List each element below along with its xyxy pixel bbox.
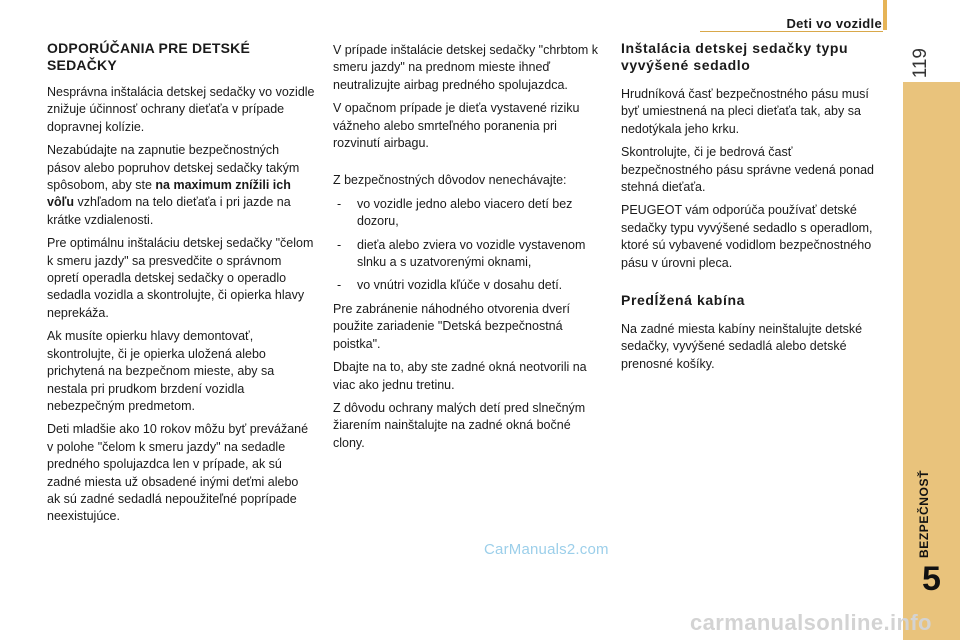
paragraph-seatbelt — [47, 142, 315, 229]
column-left — [47, 40, 315, 532]
warning-list — [333, 196, 603, 295]
list-item: - dieťa alebo zviera vo vozidle vystavenom slnku a s uzatvorenými oknami, — [333, 237, 603, 272]
header-accent-tick — [883, 0, 887, 30]
paragraph: Dbajte na to, aby ste zadné okná neotvorili na viac ako jednu tretinu. — [333, 360, 587, 392]
spacer — [333, 158, 603, 172]
list-item: - vo vozidle jedno alebo viacero detí bez dozoru, — [333, 196, 603, 231]
page-header-title: Deti vo vozidle — [786, 16, 882, 31]
paragraph: Z dôvodu ochrany malých detí pred slnečným žiarením nainštalujte na zadné okná bočné clony. — [333, 400, 586, 450]
column-right — [621, 40, 883, 379]
paragraph: Skontrolujte, či je bedrová časť bezpečnostného pásu správne vedená ponad stehná dieťaťa. — [621, 145, 874, 195]
list-item: - vo vnútri vozidla kľúče v dosahu detí. — [333, 277, 603, 294]
emphasis-text: na maximum znížili ich vôľu — [47, 178, 291, 210]
paragraph: Hrudníková časť bezpečnostného pásu musí byť umiestnená na pleci dieťaťa tak, aby sa nedotýkala jeho krku. — [621, 87, 869, 136]
paragraph: V prípade inštalácie detskej sedačky "chrbtom k smeru jazdy" na prednom mieste ihneď neutralizujte airbag predného spolujazdca. — [333, 43, 598, 92]
watermark-carmanuals2: CarManuals2.com — [484, 541, 609, 558]
paragraph: Deti mladšie ako 10 rokov môžu byť prevážané v polohe "čelom k smeru jazdy" na sedadle predného spolujazdca len v prípade, ak sú zadné miesta už obsadené inými deťmi alebo ak sú zadné sedadlá nepoužiteľné poprípade neexistujúce. — [47, 422, 309, 524]
paragraph-text: vzhľadom na telo dieťaťa i pri jazde na krátke vzdialenosti. — [47, 195, 291, 227]
section-heading-extended-cab: Predĺžená kabína — [621, 292, 745, 309]
paragraph: Pre optimálnu inštaláciu detskej sedačky "čelom k smeru jazdy" sa presvedčite o správnom opretí operadla detskej sedačky o operadlo sedadla vozidla a skontrolujte, či opierka hlavy neprekáža. — [47, 236, 314, 320]
watermark-carmanualsonline: carmanualsonline.info — [690, 610, 932, 635]
paragraph: Ak musíte opierku hlavy demontovať, skontrolujte, či je opierka uložená alebo prichytená na bezpečnom mieste, aby sa nestala pri prudkom brzdení vozidla nebezpečným predmetom. — [47, 329, 275, 413]
paragraph: Pre zabránenie náhodného otvorenia dverí použite zariadenie "Detská bezpečnostná poistka". — [333, 301, 570, 351]
paragraph: Nesprávna inštalácia detskej sedačky vo vozidle znižuje účinnosť ochrany dieťaťa v prípade dopravnej kolízie. — [47, 85, 315, 134]
chapter-label: BEZPEČNOSŤ — [917, 469, 931, 558]
paragraph: PEUGEOT vám odporúča používať detské sedačky typu vyvýšené sedadlo s operadlom, ktoré sú vybavené vodidlom bezpečnostného pásu v úrovni pleca. — [621, 203, 873, 270]
header-divider — [700, 31, 883, 32]
page-number: 119 — [910, 48, 931, 79]
section-heading-recommendations: ODPORÚČANIA PRE DETSKÉ SEDAČKY — [47, 40, 251, 73]
spacer — [621, 278, 883, 292]
chapter-number: 5 — [922, 560, 941, 598]
paragraph-text: Nezabúdajte na zapnutie bezpečnostných pásov alebo popruhov detskej sedačky takým spôsobom, aby ste — [47, 143, 300, 193]
paragraph: Z bezpečnostných dôvodov nenechávajte: — [333, 173, 567, 188]
paragraph: V opačnom prípade je dieťa vystavené riziku vážneho alebo smrteľného poranenia pri rozvinutí airbagu. — [333, 101, 580, 151]
section-heading-booster-seat: Inštalácia detskej sedačky typu vyvýšené sedadlo — [621, 40, 849, 73]
column-middle — [333, 42, 603, 458]
paragraph: Na zadné miesta kabíny neinštalujte detské sedačky, vyvýšené sedadlá alebo detské prenosné košíky. — [621, 322, 863, 371]
